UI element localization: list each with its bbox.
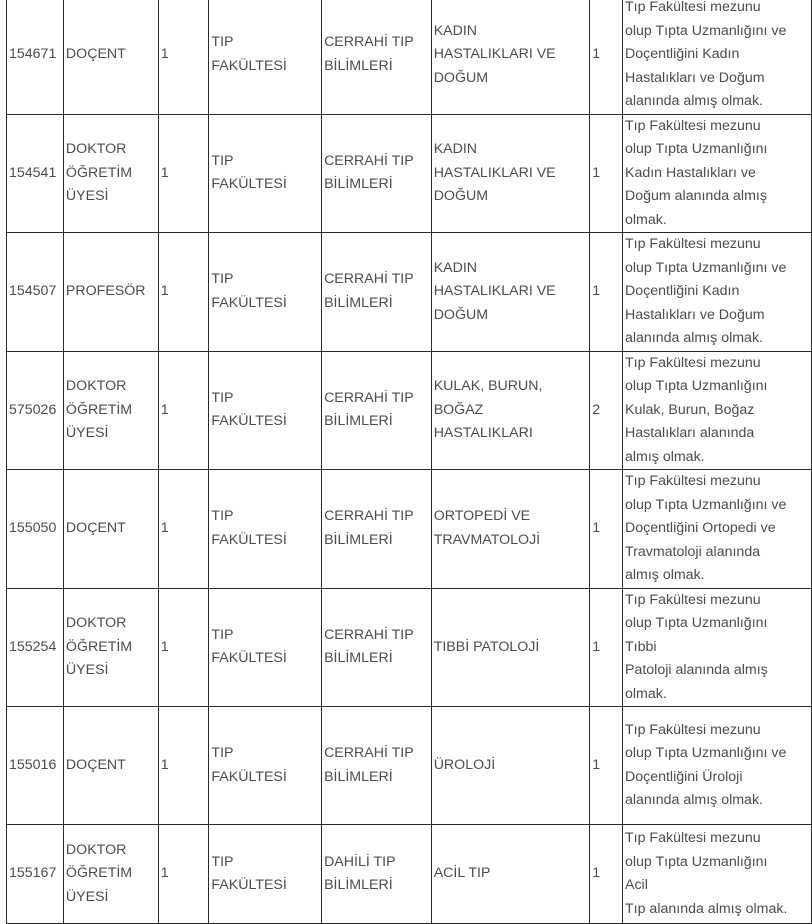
position-count-cell: 1	[590, 233, 623, 352]
position-table-body	[7, 0, 812, 924]
quantity-cell: 1	[158, 470, 209, 589]
academic-title-cell: DOÇENT	[63, 707, 158, 825]
faculty-cell: TIP FAKÜLTESİ	[209, 825, 322, 924]
position-count-cell: 1	[590, 114, 623, 233]
table-row	[7, 351, 812, 470]
department-cell: CERRAHİ TIP BİLİMLERİ	[322, 233, 432, 352]
faculty-cell: TIP FAKÜLTESİ	[209, 351, 322, 470]
quantity-cell: 1	[158, 114, 209, 233]
program-cell: ÜROLOJİ	[431, 707, 590, 825]
quantity-cell: 1	[158, 233, 209, 352]
table-row	[7, 233, 812, 352]
faculty-cell: TIP FAKÜLTESİ	[209, 707, 322, 825]
requirements-cell: Tıp Fakültesi mezunu olup Tıpta Uzmanlığını ve Doçentliğini Üroloji alanında almış olmak.	[622, 707, 811, 825]
posting-number-cell: 154507	[7, 233, 64, 352]
posting-number-cell: 155050	[7, 470, 64, 589]
requirements-cell: Tıp Fakültesi mezunu olup Tıpta Uzmanlığını Kadın Hastalıkları ve Doğum alanında almış olmak.	[622, 114, 811, 233]
position-table	[6, 0, 812, 924]
department-cell: CERRAHİ TIP BİLİMLERİ	[322, 351, 432, 470]
program-cell: KADIN HASTALIKLARI VE DOĞUM	[431, 233, 590, 352]
position-count-cell: 1	[590, 825, 623, 924]
faculty-cell: TIP FAKÜLTESİ	[209, 0, 322, 114]
department-cell: CERRAHİ TIP BİLİMLERİ	[322, 0, 432, 114]
position-count-cell: 1	[590, 707, 623, 825]
table-row	[7, 470, 812, 589]
academic-title-cell: DOKTOR ÖĞRETİM ÜYESİ	[63, 588, 158, 707]
faculty-cell: TIP FAKÜLTESİ	[209, 233, 322, 352]
program-cell: ACİL TIP	[431, 825, 590, 924]
position-count-cell: 2	[590, 351, 623, 470]
table-row	[7, 588, 812, 707]
posting-number-cell: 155016	[7, 707, 64, 825]
quantity-cell: 1	[158, 825, 209, 924]
faculty-cell: TIP FAKÜLTESİ	[209, 114, 322, 233]
program-cell: KULAK, BURUN, BOĞAZ HASTALIKLARI	[431, 351, 590, 470]
faculty-cell: TIP FAKÜLTESİ	[209, 470, 322, 589]
academic-title-cell: DOKTOR ÖĞRETİM ÜYESİ	[63, 114, 158, 233]
quantity-cell: 1	[158, 351, 209, 470]
requirements-cell: Tıp Fakültesi mezunu olup Tıpta Uzmanlığını Acil Tıp alanında almış olmak.	[622, 825, 811, 924]
requirements-cell: Tıp Fakültesi mezunu olup Tıpta Uzmanlığını ve Doçentliğini Ortopedi ve Travmatoloji alanında almış olmak.	[622, 470, 811, 589]
program-cell: KADIN HASTALIKLARI VE DOĞUM	[431, 0, 590, 114]
posting-number-cell: 155254	[7, 588, 64, 707]
academic-title-cell: PROFESÖR	[63, 233, 158, 352]
posting-number-cell: 154541	[7, 114, 64, 233]
requirements-cell: Tıp Fakültesi mezunu olup Tıpta Uzmanlığını ve Doçentliğini Kadın Hastalıkları ve Doğum alanında almış olmak.	[622, 0, 811, 114]
quantity-cell: 1	[158, 588, 209, 707]
position-count-cell: 1	[590, 588, 623, 707]
position-count-cell: 1	[590, 0, 623, 114]
department-cell: CERRAHİ TIP BİLİMLERİ	[322, 470, 432, 589]
table-row	[7, 707, 812, 825]
posting-number-cell: 155167	[7, 825, 64, 924]
requirements-cell: Tıp Fakültesi mezunu olup Tıpta Uzmanlığını Tıbbi Patoloji alanında almış olmak.	[622, 588, 811, 707]
department-cell: DAHİLİ TIP BİLİMLERİ	[322, 825, 432, 924]
requirements-cell: Tıp Fakültesi mezunu olup Tıpta Uzmanlığını Kulak, Burun, Boğaz Hastalıkları alanında almış olmak.	[622, 351, 811, 470]
requirements-cell: Tıp Fakültesi mezunu olup Tıpta Uzmanlığını ve Doçentliğini Kadın Hastalıkları ve Doğum alanında almış olmak.	[622, 233, 811, 352]
position-count-cell: 1	[590, 470, 623, 589]
department-cell: CERRAHİ TIP BİLİMLERİ	[322, 114, 432, 233]
table-row	[7, 114, 812, 233]
program-cell: KADIN HASTALIKLARI VE DOĞUM	[431, 114, 590, 233]
department-cell: CERRAHİ TIP BİLİMLERİ	[322, 588, 432, 707]
academic-title-cell: DOKTOR ÖĞRETİM ÜYESİ	[63, 825, 158, 924]
academic-title-cell: DOKTOR ÖĞRETİM ÜYESİ	[63, 351, 158, 470]
department-cell: CERRAHİ TIP BİLİMLERİ	[322, 707, 432, 825]
program-cell: TIBBİ PATOLOJİ	[431, 588, 590, 707]
posting-number-cell: 154671	[7, 0, 64, 114]
academic-title-cell: DOÇENT	[63, 470, 158, 589]
table-row	[7, 825, 812, 924]
faculty-cell: TIP FAKÜLTESİ	[209, 588, 322, 707]
quantity-cell: 1	[158, 707, 209, 825]
academic-title-cell: DOÇENT	[63, 0, 158, 114]
posting-number-cell: 575026	[7, 351, 64, 470]
quantity-cell: 1	[158, 0, 209, 114]
table-row	[7, 0, 812, 114]
program-cell: ORTOPEDİ VE TRAVMATOLOJİ	[431, 470, 590, 589]
